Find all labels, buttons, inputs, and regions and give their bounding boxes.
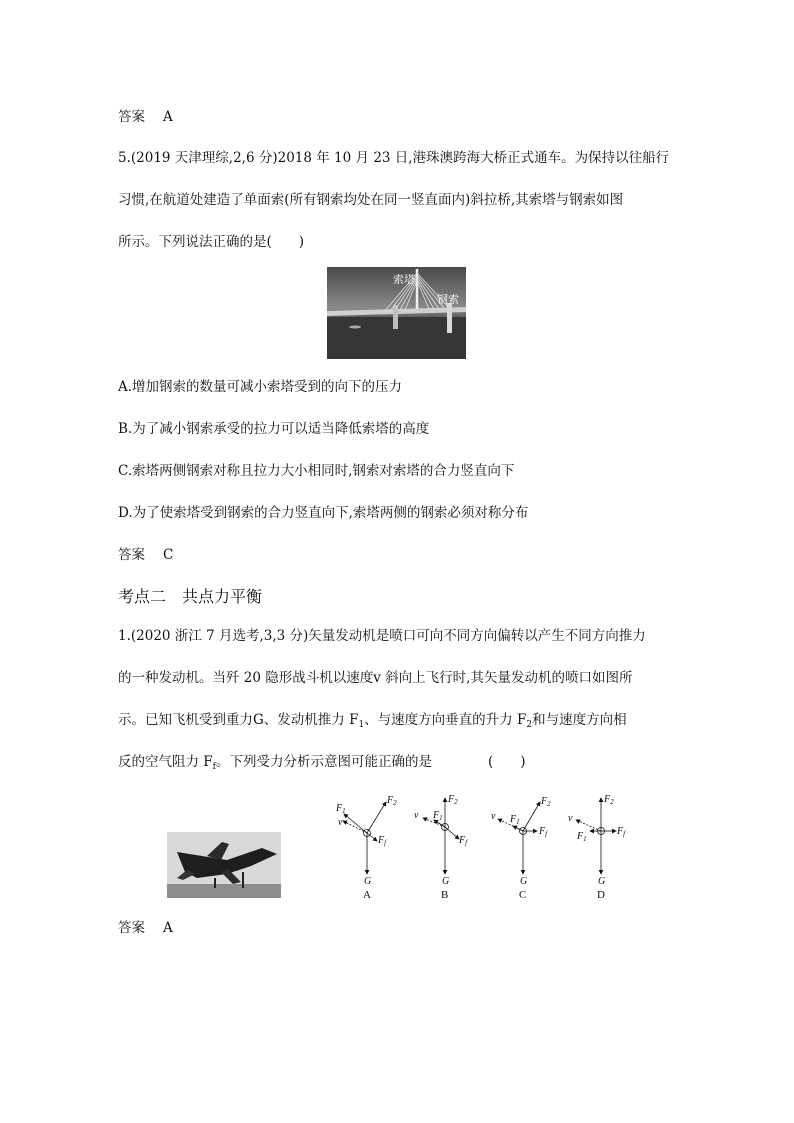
svg-text:F2: $F_2$ bbox=[541, 796, 551, 808]
svg-text:v: v bbox=[338, 817, 343, 828]
svg-text:v: v bbox=[568, 813, 573, 824]
force-diagrams bbox=[330, 790, 640, 902]
svg-text:Ff: $F_f$ bbox=[459, 835, 468, 847]
svg-text:G: G bbox=[364, 876, 372, 887]
q5-line-3: 所示。下列说法正确的是( ) bbox=[118, 234, 305, 250]
q1-line-4: 反的空气阻力 $F_f$。下列受力分析示意图可能正确的是 ( ) bbox=[118, 754, 526, 772]
svg-text:Ff: $F_f$ bbox=[617, 826, 626, 838]
q5-line-1: 5.(2019 天津理综,2,6 分)2018 年 10 月 23 日,港珠澳跨海大桥正式通车。为保持以往船行 bbox=[118, 150, 670, 166]
svg-text:G: G bbox=[598, 876, 606, 887]
answer-value: A bbox=[163, 109, 173, 125]
jet-photo bbox=[167, 832, 281, 898]
section-number: 考点二 bbox=[118, 587, 167, 606]
diagram-label-d: D bbox=[597, 889, 605, 901]
answer-line-2 bbox=[118, 549, 173, 563]
svg-text:G: G bbox=[520, 876, 528, 887]
label-cable: 钢索 bbox=[437, 293, 459, 306]
q5-line-2: 习惯,在航道处建造了单面索(所有钢索均处在同一竖直面内)斜拉桥,其索塔与钢索如图 bbox=[118, 192, 624, 208]
svg-text:F1: $F_1$ bbox=[577, 831, 587, 843]
section-title: 共点力平衡 bbox=[182, 587, 263, 606]
section-heading bbox=[118, 589, 262, 605]
svg-text:v: v bbox=[414, 810, 419, 821]
svg-text:F2: $F_2$ bbox=[604, 794, 614, 806]
diagram-label-b: B bbox=[441, 889, 449, 901]
diagram-d bbox=[568, 794, 626, 901]
answer-line-3 bbox=[118, 922, 173, 936]
svg-text:F1: $F_1$ bbox=[336, 803, 346, 815]
svg-text:v: v bbox=[491, 811, 496, 822]
q1-line-1: 1.(2020 浙江 7 月选考,3,3 分)矢量发动机是喷口可向不同方向偏转以产生不同方向推力 bbox=[118, 628, 646, 644]
svg-text:G: G bbox=[442, 876, 450, 887]
svg-text:F1: $F_1$ bbox=[433, 810, 443, 822]
answer-value: C bbox=[163, 547, 174, 563]
svg-text:F2: $F_2$ bbox=[387, 795, 397, 807]
q5-option-d: D.为了使索塔受到钢索的合力竖直向下,索塔两侧的钢索必须对称分布 bbox=[118, 505, 529, 521]
answer-value: A bbox=[163, 920, 173, 936]
diagram-b bbox=[414, 794, 468, 901]
q1-line-3: 示。已知飞机受到重力G、发动机推力 $F_1$、与速度方向垂直的升力 $F_2$和与速度方向相 bbox=[118, 712, 627, 730]
diagram-c bbox=[491, 796, 551, 901]
label-tower: 索塔 bbox=[393, 273, 415, 286]
answer-label: 答案 bbox=[118, 920, 145, 936]
q1-line-2: 的一种发动机。当歼 20 隐形战斗机以速度v 斜向上飞行时,其矢量发动机的喷口如图所 bbox=[118, 670, 633, 686]
q5-option-c: C.索塔两侧钢索对称且拉力大小相同时,钢索对索塔的合力竖直向下 bbox=[118, 463, 515, 479]
answer-label: 答案 bbox=[118, 547, 145, 563]
diagram-a bbox=[335, 795, 397, 901]
answer-label: 答案 bbox=[118, 109, 145, 125]
q5-option-a: A.增加钢索的数量可减小索塔受到的向下的压力 bbox=[118, 379, 403, 395]
answer-paren: ( ) bbox=[488, 754, 526, 770]
diagram-label-c: C bbox=[519, 889, 527, 901]
q5-option-b: B.为了减小钢索承受的拉力可以适当降低索塔的高度 bbox=[118, 421, 430, 437]
svg-text:Ff: $F_f$ bbox=[539, 826, 548, 838]
diagram-label-a: A bbox=[363, 889, 371, 901]
svg-text:F1: $F_1$ bbox=[510, 814, 520, 826]
svg-text:Ff: $F_f$ bbox=[378, 835, 387, 847]
answer-line-1 bbox=[118, 111, 173, 125]
bridge-photo bbox=[327, 267, 466, 359]
svg-text:F2: $F_2$ bbox=[448, 794, 458, 806]
